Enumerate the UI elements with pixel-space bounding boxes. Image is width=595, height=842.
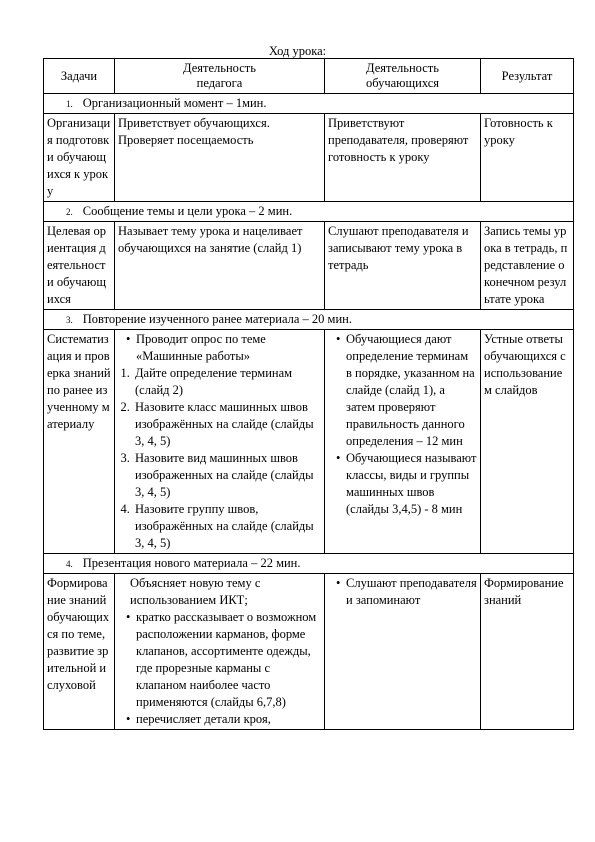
list-item: • кратко рассказывает о возможном расположении карманов, форме клапанов, ассортименте одежды, где прорезные карманы с клапаном наиболее часто применяются (слайды 6,7,8) <box>128 609 321 711</box>
teacher-cell <box>115 574 325 730</box>
list-item: 2. Назовите класс машинных швов изображённых на слайде (слайды 3, 4, 5) <box>133 399 321 450</box>
task-cell: Систематизация и проверка знаний по ранее изученному материалу <box>44 330 115 554</box>
result-cell: Запись темы урока в тетрадь, представление о конечном результате урока <box>481 222 574 310</box>
task-cell: Формирование знаний обучающихся по теме, развитие зрительной и слуховой <box>44 574 115 730</box>
table-row <box>44 574 574 730</box>
list-item: • Обучающиеся называют классы, виды и группы машинных швов (слайды 3,4,5) - 8 мин <box>338 450 477 518</box>
result-cell: Готовность к уроку <box>481 114 574 202</box>
list-item: • перечисляет детали кроя, <box>128 711 321 728</box>
header-students: Деятельность обучающихся <box>325 59 481 94</box>
table-row <box>44 222 574 310</box>
section-heading: 2. Сообщение темы и цели урока – 2 мин. <box>44 202 574 222</box>
teacher-cell <box>115 330 325 554</box>
students-cell <box>325 574 481 730</box>
table-row <box>44 114 574 202</box>
teacher-cell: Называет тему урока и нацеливает обучающихся на занятие (слайд 1) <box>115 222 325 310</box>
list-item: • Обучающиеся дают определение терминам в порядке, указанном на слайде (слайд 1), а затем проверяют правильность данного определения – 12 мин <box>338 331 477 450</box>
list-item: • Слушают преподавателя и запоминают <box>338 575 477 609</box>
table-header-row <box>44 59 574 94</box>
section-heading-row <box>44 310 574 330</box>
lesson-plan-table <box>43 58 574 730</box>
section-heading-row <box>44 554 574 574</box>
result-cell: Формирование знаний <box>481 574 574 730</box>
section-heading: 3. Повторение изученного ранее материала – 20 мин. <box>44 310 574 330</box>
list-item: • Проводит опрос по теме «Машинные работы» <box>128 331 321 365</box>
teacher-cell: Приветствует обучающихся. Проверяет посещаемость <box>115 114 325 202</box>
header-teacher: Деятельность педагога <box>115 59 325 94</box>
section-heading-row <box>44 94 574 114</box>
list-item: 4. Назовите группу швов, изображённых на слайде (слайды 3, 4, 5) <box>133 501 321 552</box>
list-item: 1. Дайте определение терминам (слайд 2) <box>133 365 321 399</box>
students-cell: Слушают преподавателя и записывают тему урока в тетрадь <box>325 222 481 310</box>
task-cell: Организация подготовки обучающихся к уроку <box>44 114 115 202</box>
students-cell <box>325 330 481 554</box>
page-title: Ход урока: <box>268 44 327 58</box>
header-tasks: Задачи <box>44 59 115 94</box>
section-heading: 4. Презентация нового материала – 22 мин. <box>44 554 574 574</box>
section-heading-row <box>44 202 574 222</box>
list-item: 3. Назовите вид машинных швов изображенных на слайде (слайды 3, 4, 5) <box>133 450 321 501</box>
teacher-intro: Объясняет новую тему с использованием ИКТ; <box>130 576 261 607</box>
section-heading: 1. Организационный момент – 1мин. <box>44 94 574 114</box>
result-cell: Устные ответы обучающихся с использованием слайдов <box>481 330 574 554</box>
task-cell: Целевая ориентация деятельности обучающихся <box>44 222 115 310</box>
table-row <box>44 330 574 554</box>
students-cell: Приветствуют преподавателя, проверяют готовность к уроку <box>325 114 481 202</box>
header-result: Результат <box>481 59 574 94</box>
